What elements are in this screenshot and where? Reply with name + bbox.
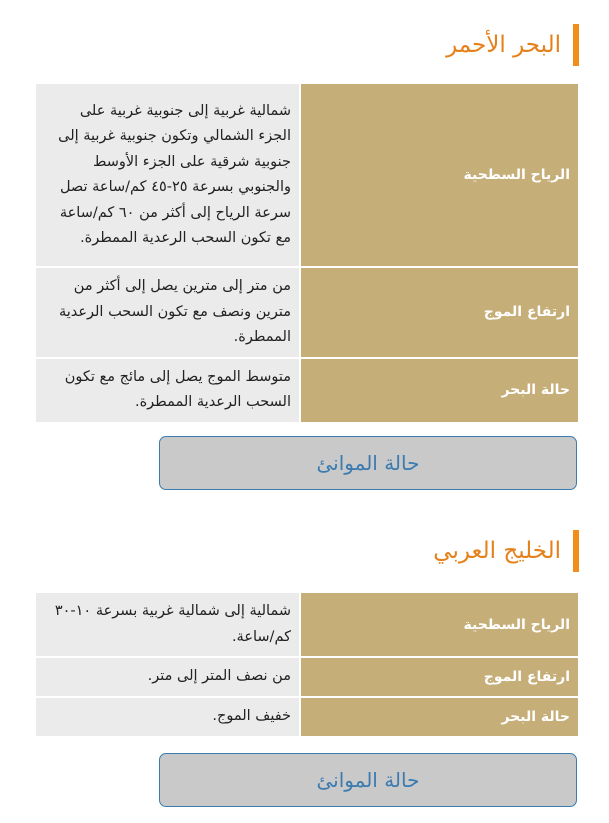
table-row [36,593,578,657]
arabian-gulf-title [433,530,579,572]
red-sea-title [446,24,579,66]
wave-height-value: من نصف المتر إلى متر. [36,657,300,697]
arabian-gulf-title-text: الخليج العربي [433,538,561,564]
surface-wind-label: الرياح السطحية [300,593,578,657]
table-row [36,657,578,697]
sea-state-value: خفيف الموج. [36,697,300,737]
table-row [36,267,578,358]
sea-state-value: متوسط الموج يصل إلى مائج مع تكون السحب الرعدية الممطرة. [36,358,300,423]
red-sea-ports-status-button[interactable]: حالة الموانئ [159,436,577,490]
sea-state-label: حالة البحر [300,358,578,423]
surface-wind-value: شمالية إلى شمالية غربية بسرعة ١٠-٣٠ كم/ساعة. [36,593,300,657]
table-row [36,84,578,267]
table-row [36,697,578,737]
sea-state-label: حالة البحر [300,697,578,737]
wave-height-label: ارتفاع الموج [300,267,578,358]
surface-wind-value: شمالية غربية إلى جنوبية غربية على الجزء الشمالي وتكون جنوبية غربية إلى جنوبية شرقية على الجزء الأوسط والجنوبي بسرعة ٢٥-٤٥ كم/ساعة تصل سرعة الرياح إلى أكثر من ٦٠ كم/ساعة مع تكون السحب الرعدية الممطرة. [36,84,300,267]
wave-height-value: من متر إلى مترين يصل إلى أكثر من مترين ونصف مع تكون السحب الرعدية الممطرة. [36,267,300,358]
arabian-gulf-ports-status-button[interactable]: حالة الموانئ [159,753,577,807]
red-sea-title-text: البحر الأحمر [446,32,561,58]
arabian-gulf-weather-table [36,593,578,738]
red-sea-weather-table [36,84,578,424]
table-row [36,358,578,423]
surface-wind-label: الرياح السطحية [300,84,578,267]
wave-height-label: ارتفاع الموج [300,657,578,697]
